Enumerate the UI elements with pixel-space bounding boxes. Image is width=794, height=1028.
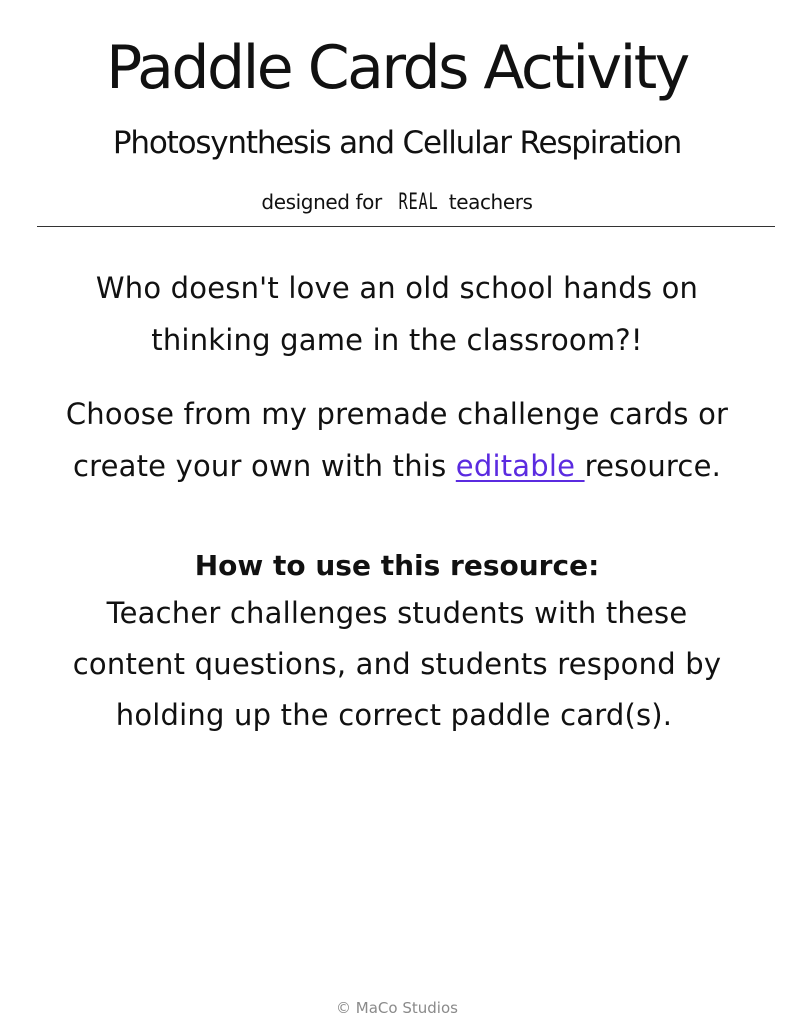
intro-line-1: Who doesn't love an old school hands on bbox=[95, 271, 699, 305]
how-to-line-3: holding up the correct paddle card(s). bbox=[115, 698, 673, 732]
tagline bbox=[0, 187, 794, 218]
page-subtitle: Photosynthesis and Cellular Respiration bbox=[112, 125, 682, 161]
choose-line-2-suffix: resource. bbox=[584, 449, 722, 483]
how-to-heading: How to use this resource: bbox=[194, 549, 600, 582]
intro-paragraph bbox=[0, 262, 794, 366]
tagline-suffix: teachers bbox=[448, 190, 533, 214]
tagline-emphasis: REAL bbox=[398, 190, 439, 215]
header-divider bbox=[37, 226, 775, 227]
choose-line-1: Choose from my premade challenge cards or bbox=[65, 397, 729, 431]
how-to-line-1: Teacher challenges students with these bbox=[106, 596, 688, 630]
page-title: Paddle Cards Activity bbox=[106, 33, 688, 103]
intro-line-2: thinking game in the classroom?! bbox=[151, 323, 643, 357]
choose-paragraph bbox=[0, 388, 794, 492]
editable-link[interactable]: editable bbox=[455, 449, 585, 483]
how-to-paragraph bbox=[0, 588, 794, 741]
choose-line-2-prefix: create your own with this bbox=[72, 449, 447, 483]
tagline-prefix: designed for bbox=[261, 190, 382, 214]
how-to-line-2: content questions, and students respond by bbox=[72, 647, 722, 681]
copyright-footer: © MaCo Studios bbox=[336, 999, 458, 1017]
